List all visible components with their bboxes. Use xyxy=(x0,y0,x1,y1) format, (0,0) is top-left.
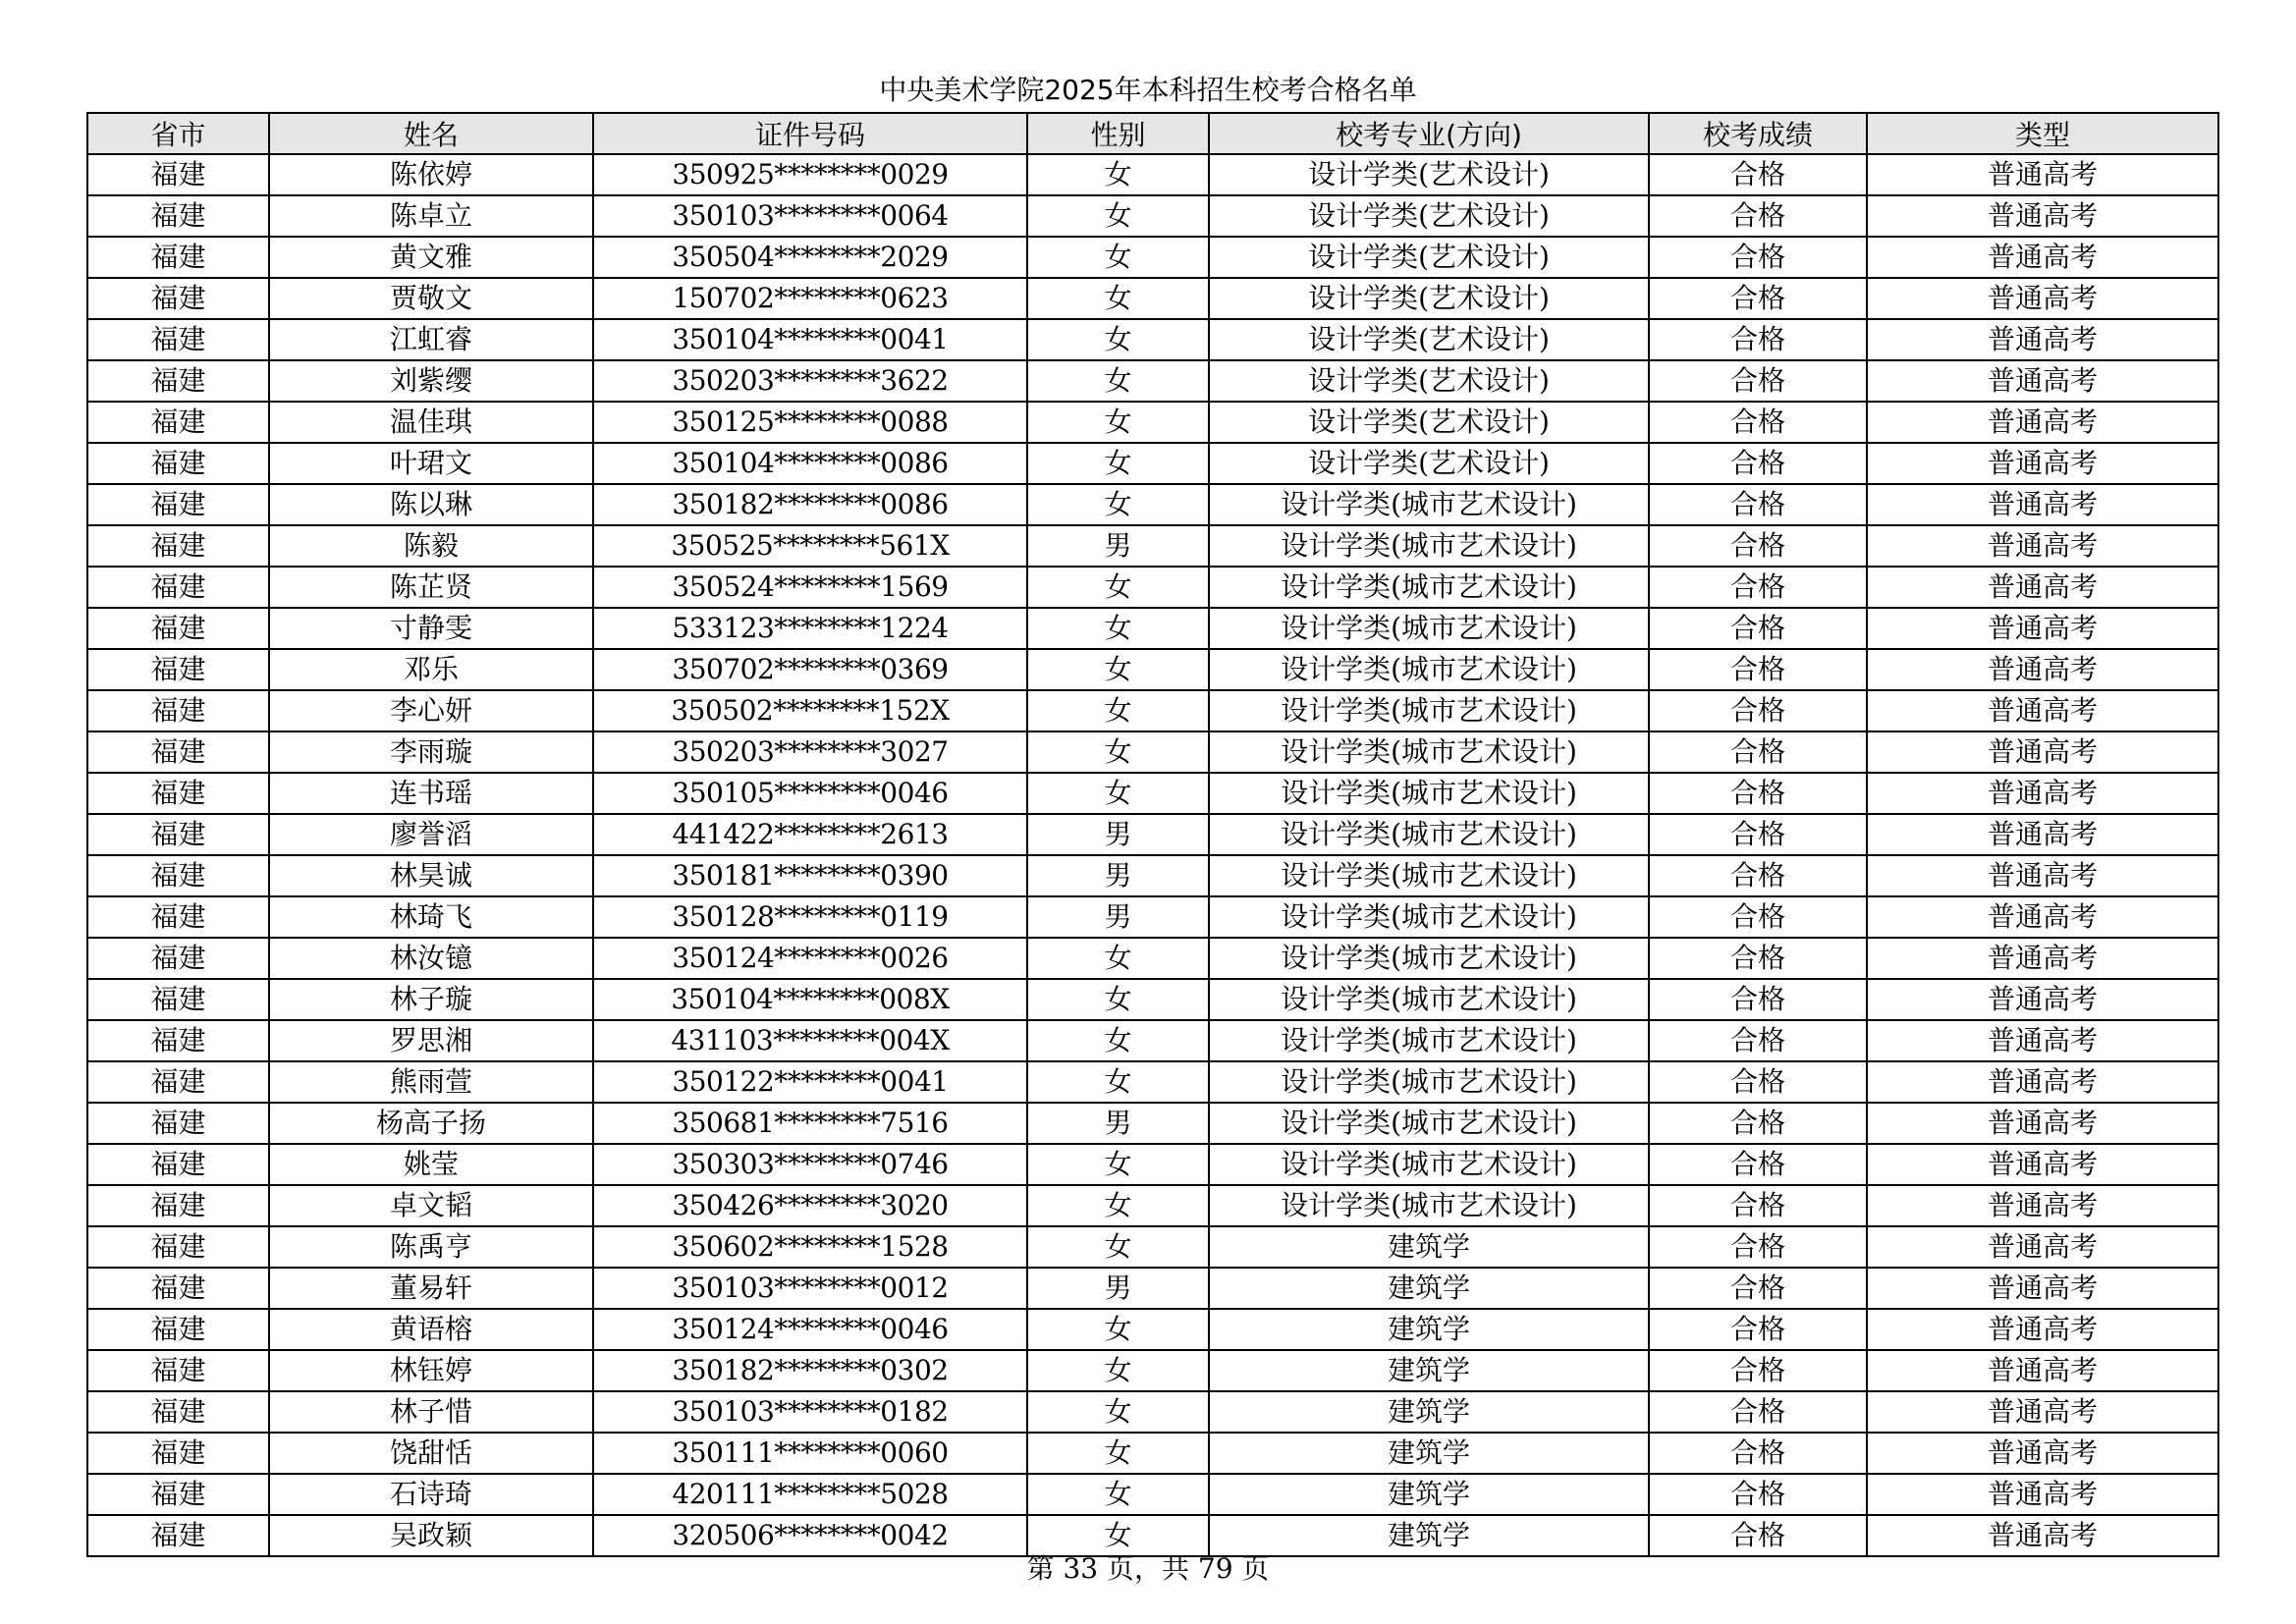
type-cell: 普通高考 xyxy=(1867,1309,2218,1350)
major-cell: 设计学类(艺术设计) xyxy=(1209,443,1649,484)
type-cell: 普通高考 xyxy=(1867,154,2218,195)
header-row xyxy=(87,113,2218,154)
name-cell: 林汝镱 xyxy=(269,938,593,979)
type-cell: 普通高考 xyxy=(1867,1144,2218,1185)
type-cell: 普通高考 xyxy=(1867,938,2218,979)
major-cell: 设计学类(城市艺术设计) xyxy=(1209,484,1649,525)
table-row xyxy=(87,896,2218,938)
table-row xyxy=(87,690,2218,731)
id-number-cell: 350502********152X xyxy=(593,690,1027,731)
column-header-major: 校考专业(方向) xyxy=(1209,113,1649,154)
name-cell: 林昊诚 xyxy=(269,855,593,896)
major-cell: 设计学类(艺术设计) xyxy=(1209,195,1649,237)
result-cell: 合格 xyxy=(1649,1350,1867,1391)
province-cell: 福建 xyxy=(87,773,269,814)
major-cell: 建筑学 xyxy=(1209,1515,1649,1556)
gender-cell: 女 xyxy=(1027,690,1209,731)
major-cell: 设计学类(城市艺术设计) xyxy=(1209,979,1649,1020)
gender-cell: 女 xyxy=(1027,484,1209,525)
gender-cell: 女 xyxy=(1027,195,1209,237)
column-header-name: 姓名 xyxy=(269,113,593,154)
id-number-cell: 350128********0119 xyxy=(593,896,1027,938)
major-cell: 设计学类(城市艺术设计) xyxy=(1209,855,1649,896)
gender-cell: 女 xyxy=(1027,649,1209,690)
type-cell: 普通高考 xyxy=(1867,195,2218,237)
page-footer: 第 33 页，共 79 页 xyxy=(1026,1552,1270,1585)
result-cell: 合格 xyxy=(1649,1226,1867,1268)
gender-cell: 女 xyxy=(1027,1350,1209,1391)
result-cell: 合格 xyxy=(1649,1185,1867,1226)
gender-cell: 男 xyxy=(1027,1268,1209,1309)
id-number-cell: 350104********008X xyxy=(593,979,1027,1020)
id-number-cell: 350524********1569 xyxy=(593,567,1027,608)
province-cell: 福建 xyxy=(87,1020,269,1061)
province-cell: 福建 xyxy=(87,278,269,319)
column-header-gender: 性别 xyxy=(1027,113,1209,154)
major-cell: 设计学类(艺术设计) xyxy=(1209,154,1649,195)
province-cell: 福建 xyxy=(87,938,269,979)
name-cell: 杨高子扬 xyxy=(269,1103,593,1144)
name-cell: 李心妍 xyxy=(269,690,593,731)
table-row xyxy=(87,1226,2218,1268)
type-cell: 普通高考 xyxy=(1867,690,2218,731)
table-row xyxy=(87,1391,2218,1433)
name-cell: 石诗琦 xyxy=(269,1474,593,1515)
major-cell: 设计学类(城市艺术设计) xyxy=(1209,773,1649,814)
type-cell: 普通高考 xyxy=(1867,484,2218,525)
gender-cell: 女 xyxy=(1027,1433,1209,1474)
id-number-cell: 350182********0086 xyxy=(593,484,1027,525)
type-cell: 普通高考 xyxy=(1867,402,2218,443)
name-cell: 林子惜 xyxy=(269,1391,593,1433)
gender-cell: 男 xyxy=(1027,1103,1209,1144)
result-cell: 合格 xyxy=(1649,938,1867,979)
province-cell: 福建 xyxy=(87,979,269,1020)
table-row xyxy=(87,237,2218,278)
result-cell: 合格 xyxy=(1649,1268,1867,1309)
name-cell: 李雨璇 xyxy=(269,731,593,773)
result-cell: 合格 xyxy=(1649,814,1867,855)
result-cell: 合格 xyxy=(1649,195,1867,237)
gender-cell: 女 xyxy=(1027,1226,1209,1268)
type-cell: 普通高考 xyxy=(1867,1185,2218,1226)
result-cell: 合格 xyxy=(1649,608,1867,649)
province-cell: 福建 xyxy=(87,731,269,773)
result-cell: 合格 xyxy=(1649,484,1867,525)
table-row xyxy=(87,402,2218,443)
id-number-cell: 350124********0026 xyxy=(593,938,1027,979)
province-cell: 福建 xyxy=(87,443,269,484)
gender-cell: 女 xyxy=(1027,608,1209,649)
type-cell: 普通高考 xyxy=(1867,814,2218,855)
id-number-cell: 320506********0042 xyxy=(593,1515,1027,1556)
province-cell: 福建 xyxy=(87,195,269,237)
major-cell: 建筑学 xyxy=(1209,1391,1649,1433)
major-cell: 设计学类(城市艺术设计) xyxy=(1209,1103,1649,1144)
gender-cell: 女 xyxy=(1027,1474,1209,1515)
id-number-cell: 420111********5028 xyxy=(593,1474,1027,1515)
major-cell: 建筑学 xyxy=(1209,1226,1649,1268)
major-cell: 建筑学 xyxy=(1209,1350,1649,1391)
result-cell: 合格 xyxy=(1649,649,1867,690)
name-cell: 寸静雯 xyxy=(269,608,593,649)
name-cell: 廖誉滔 xyxy=(269,814,593,855)
province-cell: 福建 xyxy=(87,1515,269,1556)
id-number-cell: 150702********0623 xyxy=(593,278,1027,319)
type-cell: 普通高考 xyxy=(1867,443,2218,484)
id-number-cell: 350681********7516 xyxy=(593,1103,1027,1144)
type-cell: 普通高考 xyxy=(1867,237,2218,278)
province-cell: 福建 xyxy=(87,1433,269,1474)
gender-cell: 女 xyxy=(1027,1309,1209,1350)
table-row xyxy=(87,773,2218,814)
result-cell: 合格 xyxy=(1649,360,1867,402)
province-cell: 福建 xyxy=(87,237,269,278)
type-cell: 普通高考 xyxy=(1867,1226,2218,1268)
type-cell: 普通高考 xyxy=(1867,649,2218,690)
major-cell: 设计学类(城市艺术设计) xyxy=(1209,814,1649,855)
major-cell: 设计学类(城市艺术设计) xyxy=(1209,690,1649,731)
gender-cell: 女 xyxy=(1027,319,1209,360)
result-cell: 合格 xyxy=(1649,690,1867,731)
result-cell: 合格 xyxy=(1649,1433,1867,1474)
gender-cell: 女 xyxy=(1027,237,1209,278)
table-row xyxy=(87,195,2218,237)
id-number-cell: 350602********1528 xyxy=(593,1226,1027,1268)
table-row xyxy=(87,484,2218,525)
gender-cell: 女 xyxy=(1027,1144,1209,1185)
major-cell: 设计学类(城市艺术设计) xyxy=(1209,938,1649,979)
gender-cell: 女 xyxy=(1027,1185,1209,1226)
column-header-province: 省市 xyxy=(87,113,269,154)
name-cell: 姚莹 xyxy=(269,1144,593,1185)
name-cell: 叶珺文 xyxy=(269,443,593,484)
name-cell: 江虹睿 xyxy=(269,319,593,360)
type-cell: 普通高考 xyxy=(1867,1061,2218,1103)
id-number-cell: 350203********3027 xyxy=(593,731,1027,773)
type-cell: 普通高考 xyxy=(1867,731,2218,773)
type-cell: 普通高考 xyxy=(1867,1515,2218,1556)
table-row xyxy=(87,1268,2218,1309)
province-cell: 福建 xyxy=(87,484,269,525)
province-cell: 福建 xyxy=(87,154,269,195)
major-cell: 设计学类(城市艺术设计) xyxy=(1209,567,1649,608)
gender-cell: 男 xyxy=(1027,525,1209,567)
type-cell: 普通高考 xyxy=(1867,360,2218,402)
column-header-result: 校考成绩 xyxy=(1649,113,1867,154)
table-row xyxy=(87,154,2218,195)
name-cell: 熊雨萱 xyxy=(269,1061,593,1103)
id-number-cell: 350181********0390 xyxy=(593,855,1027,896)
gender-cell: 女 xyxy=(1027,979,1209,1020)
result-cell: 合格 xyxy=(1649,1474,1867,1515)
province-cell: 福建 xyxy=(87,608,269,649)
table-row xyxy=(87,1474,2218,1515)
name-cell: 陈芷贤 xyxy=(269,567,593,608)
province-cell: 福建 xyxy=(87,1103,269,1144)
gender-cell: 女 xyxy=(1027,1061,1209,1103)
result-cell: 合格 xyxy=(1649,1309,1867,1350)
gender-cell: 女 xyxy=(1027,1391,1209,1433)
name-cell: 饶甜恬 xyxy=(269,1433,593,1474)
name-cell: 黄文雅 xyxy=(269,237,593,278)
name-cell: 林钰婷 xyxy=(269,1350,593,1391)
table-row xyxy=(87,1309,2218,1350)
id-number-cell: 350111********0060 xyxy=(593,1433,1027,1474)
province-cell: 福建 xyxy=(87,567,269,608)
major-cell: 设计学类(城市艺术设计) xyxy=(1209,1144,1649,1185)
province-cell: 福建 xyxy=(87,855,269,896)
province-cell: 福建 xyxy=(87,1391,269,1433)
result-cell: 合格 xyxy=(1649,237,1867,278)
type-cell: 普通高考 xyxy=(1867,525,2218,567)
major-cell: 设计学类(城市艺术设计) xyxy=(1209,896,1649,938)
result-cell: 合格 xyxy=(1649,979,1867,1020)
province-cell: 福建 xyxy=(87,1268,269,1309)
province-cell: 福建 xyxy=(87,525,269,567)
table-row xyxy=(87,1185,2218,1226)
table-row xyxy=(87,1350,2218,1391)
table-header xyxy=(87,113,2218,154)
type-cell: 普通高考 xyxy=(1867,1103,2218,1144)
result-cell: 合格 xyxy=(1649,525,1867,567)
name-cell: 董易轩 xyxy=(269,1268,593,1309)
id-number-cell: 350104********0086 xyxy=(593,443,1027,484)
table-row xyxy=(87,1061,2218,1103)
result-cell: 合格 xyxy=(1649,896,1867,938)
major-cell: 设计学类(艺术设计) xyxy=(1209,237,1649,278)
table-row xyxy=(87,1433,2218,1474)
name-cell: 陈以琳 xyxy=(269,484,593,525)
major-cell: 设计学类(城市艺术设计) xyxy=(1209,525,1649,567)
admission-list-table xyxy=(86,112,2219,1557)
result-cell: 合格 xyxy=(1649,319,1867,360)
gender-cell: 女 xyxy=(1027,938,1209,979)
id-number-cell: 441422********2613 xyxy=(593,814,1027,855)
result-cell: 合格 xyxy=(1649,1515,1867,1556)
type-cell: 普通高考 xyxy=(1867,278,2218,319)
result-cell: 合格 xyxy=(1649,1144,1867,1185)
table-row xyxy=(87,1144,2218,1185)
table-row xyxy=(87,525,2218,567)
gender-cell: 女 xyxy=(1027,773,1209,814)
id-number-cell: 350103********0012 xyxy=(593,1268,1027,1309)
province-cell: 福建 xyxy=(87,402,269,443)
gender-cell: 男 xyxy=(1027,855,1209,896)
province-cell: 福建 xyxy=(87,1226,269,1268)
id-number-cell: 350702********0369 xyxy=(593,649,1027,690)
column-header-type: 类型 xyxy=(1867,113,2218,154)
province-cell: 福建 xyxy=(87,360,269,402)
document-title: 中央美术学院2025年本科招生校考合格名单 xyxy=(879,74,1417,106)
province-cell: 福建 xyxy=(87,649,269,690)
province-cell: 福建 xyxy=(87,690,269,731)
type-cell: 普通高考 xyxy=(1867,1433,2218,1474)
name-cell: 温佳琪 xyxy=(269,402,593,443)
gender-cell: 男 xyxy=(1027,814,1209,855)
table-row xyxy=(87,855,2218,896)
major-cell: 建筑学 xyxy=(1209,1474,1649,1515)
major-cell: 设计学类(城市艺术设计) xyxy=(1209,1020,1649,1061)
major-cell: 设计学类(城市艺术设计) xyxy=(1209,1061,1649,1103)
result-cell: 合格 xyxy=(1649,731,1867,773)
id-number-cell: 350504********2029 xyxy=(593,237,1027,278)
id-number-cell: 350182********0302 xyxy=(593,1350,1027,1391)
name-cell: 陈卓立 xyxy=(269,195,593,237)
table-row xyxy=(87,278,2218,319)
name-cell: 陈毅 xyxy=(269,525,593,567)
type-cell: 普通高考 xyxy=(1867,773,2218,814)
type-cell: 普通高考 xyxy=(1867,319,2218,360)
gender-cell: 女 xyxy=(1027,1515,1209,1556)
name-cell: 黄语榕 xyxy=(269,1309,593,1350)
name-cell: 贾敬文 xyxy=(269,278,593,319)
type-cell: 普通高考 xyxy=(1867,1350,2218,1391)
gender-cell: 女 xyxy=(1027,360,1209,402)
id-number-cell: 431103********004X xyxy=(593,1020,1027,1061)
name-cell: 罗思湘 xyxy=(269,1020,593,1061)
name-cell: 连书瑶 xyxy=(269,773,593,814)
major-cell: 设计学类(艺术设计) xyxy=(1209,319,1649,360)
table-row xyxy=(87,608,2218,649)
type-cell: 普通高考 xyxy=(1867,1020,2218,1061)
province-cell: 福建 xyxy=(87,896,269,938)
table-row xyxy=(87,649,2218,690)
province-cell: 福建 xyxy=(87,814,269,855)
result-cell: 合格 xyxy=(1649,1103,1867,1144)
table-row xyxy=(87,814,2218,855)
type-cell: 普通高考 xyxy=(1867,979,2218,1020)
result-cell: 合格 xyxy=(1649,567,1867,608)
major-cell: 设计学类(城市艺术设计) xyxy=(1209,731,1649,773)
table-row xyxy=(87,979,2218,1020)
major-cell: 设计学类(艺术设计) xyxy=(1209,278,1649,319)
table-row xyxy=(87,1020,2218,1061)
major-cell: 建筑学 xyxy=(1209,1268,1649,1309)
type-cell: 普通高考 xyxy=(1867,1268,2218,1309)
type-cell: 普通高考 xyxy=(1867,1474,2218,1515)
result-cell: 合格 xyxy=(1649,443,1867,484)
name-cell: 刘紫缨 xyxy=(269,360,593,402)
table-row xyxy=(87,360,2218,402)
name-cell: 林琦飞 xyxy=(269,896,593,938)
gender-cell: 女 xyxy=(1027,402,1209,443)
id-number-cell: 350925********0029 xyxy=(593,154,1027,195)
table-row xyxy=(87,938,2218,979)
major-cell: 设计学类(艺术设计) xyxy=(1209,402,1649,443)
major-cell: 设计学类(城市艺术设计) xyxy=(1209,649,1649,690)
province-cell: 福建 xyxy=(87,1350,269,1391)
province-cell: 福建 xyxy=(87,1061,269,1103)
province-cell: 福建 xyxy=(87,1309,269,1350)
result-cell: 合格 xyxy=(1649,402,1867,443)
id-number-cell: 350103********0064 xyxy=(593,195,1027,237)
type-cell: 普通高考 xyxy=(1867,1391,2218,1433)
name-cell: 陈依婷 xyxy=(269,154,593,195)
id-number-cell: 350103********0182 xyxy=(593,1391,1027,1433)
name-cell: 卓文韬 xyxy=(269,1185,593,1226)
province-cell: 福建 xyxy=(87,319,269,360)
name-cell: 陈禹亨 xyxy=(269,1226,593,1268)
name-cell: 邓乐 xyxy=(269,649,593,690)
major-cell: 建筑学 xyxy=(1209,1433,1649,1474)
id-number-cell: 350203********3622 xyxy=(593,360,1027,402)
id-number-cell: 350525********561X xyxy=(593,525,1027,567)
province-cell: 福建 xyxy=(87,1185,269,1226)
id-number-cell: 350104********0041 xyxy=(593,319,1027,360)
major-cell: 设计学类(艺术设计) xyxy=(1209,360,1649,402)
result-cell: 合格 xyxy=(1649,278,1867,319)
column-header-id-number: 证件号码 xyxy=(593,113,1027,154)
result-cell: 合格 xyxy=(1649,773,1867,814)
id-number-cell: 533123********1224 xyxy=(593,608,1027,649)
result-cell: 合格 xyxy=(1649,1061,1867,1103)
id-number-cell: 350125********0088 xyxy=(593,402,1027,443)
type-cell: 普通高考 xyxy=(1867,896,2218,938)
major-cell: 设计学类(城市艺术设计) xyxy=(1209,608,1649,649)
table-row xyxy=(87,731,2218,773)
id-number-cell: 350105********0046 xyxy=(593,773,1027,814)
id-number-cell: 350303********0746 xyxy=(593,1144,1027,1185)
table-row xyxy=(87,567,2218,608)
province-cell: 福建 xyxy=(87,1144,269,1185)
result-cell: 合格 xyxy=(1649,1020,1867,1061)
id-number-cell: 350426********3020 xyxy=(593,1185,1027,1226)
major-cell: 建筑学 xyxy=(1209,1309,1649,1350)
result-cell: 合格 xyxy=(1649,855,1867,896)
province-cell: 福建 xyxy=(87,1474,269,1515)
id-number-cell: 350122********0041 xyxy=(593,1061,1027,1103)
result-cell: 合格 xyxy=(1649,1391,1867,1433)
name-cell: 吴政颖 xyxy=(269,1515,593,1556)
gender-cell: 女 xyxy=(1027,443,1209,484)
name-cell: 林子璇 xyxy=(269,979,593,1020)
gender-cell: 男 xyxy=(1027,896,1209,938)
type-cell: 普通高考 xyxy=(1867,608,2218,649)
id-number-cell: 350124********0046 xyxy=(593,1309,1027,1350)
type-cell: 普通高考 xyxy=(1867,855,2218,896)
table-row xyxy=(87,443,2218,484)
gender-cell: 女 xyxy=(1027,278,1209,319)
gender-cell: 女 xyxy=(1027,1020,1209,1061)
major-cell: 设计学类(城市艺术设计) xyxy=(1209,1185,1649,1226)
gender-cell: 女 xyxy=(1027,731,1209,773)
gender-cell: 女 xyxy=(1027,154,1209,195)
table-row xyxy=(87,1103,2218,1144)
gender-cell: 女 xyxy=(1027,567,1209,608)
type-cell: 普通高考 xyxy=(1867,567,2218,608)
table-row xyxy=(87,319,2218,360)
table-body xyxy=(87,154,2218,1556)
result-cell: 合格 xyxy=(1649,154,1867,195)
